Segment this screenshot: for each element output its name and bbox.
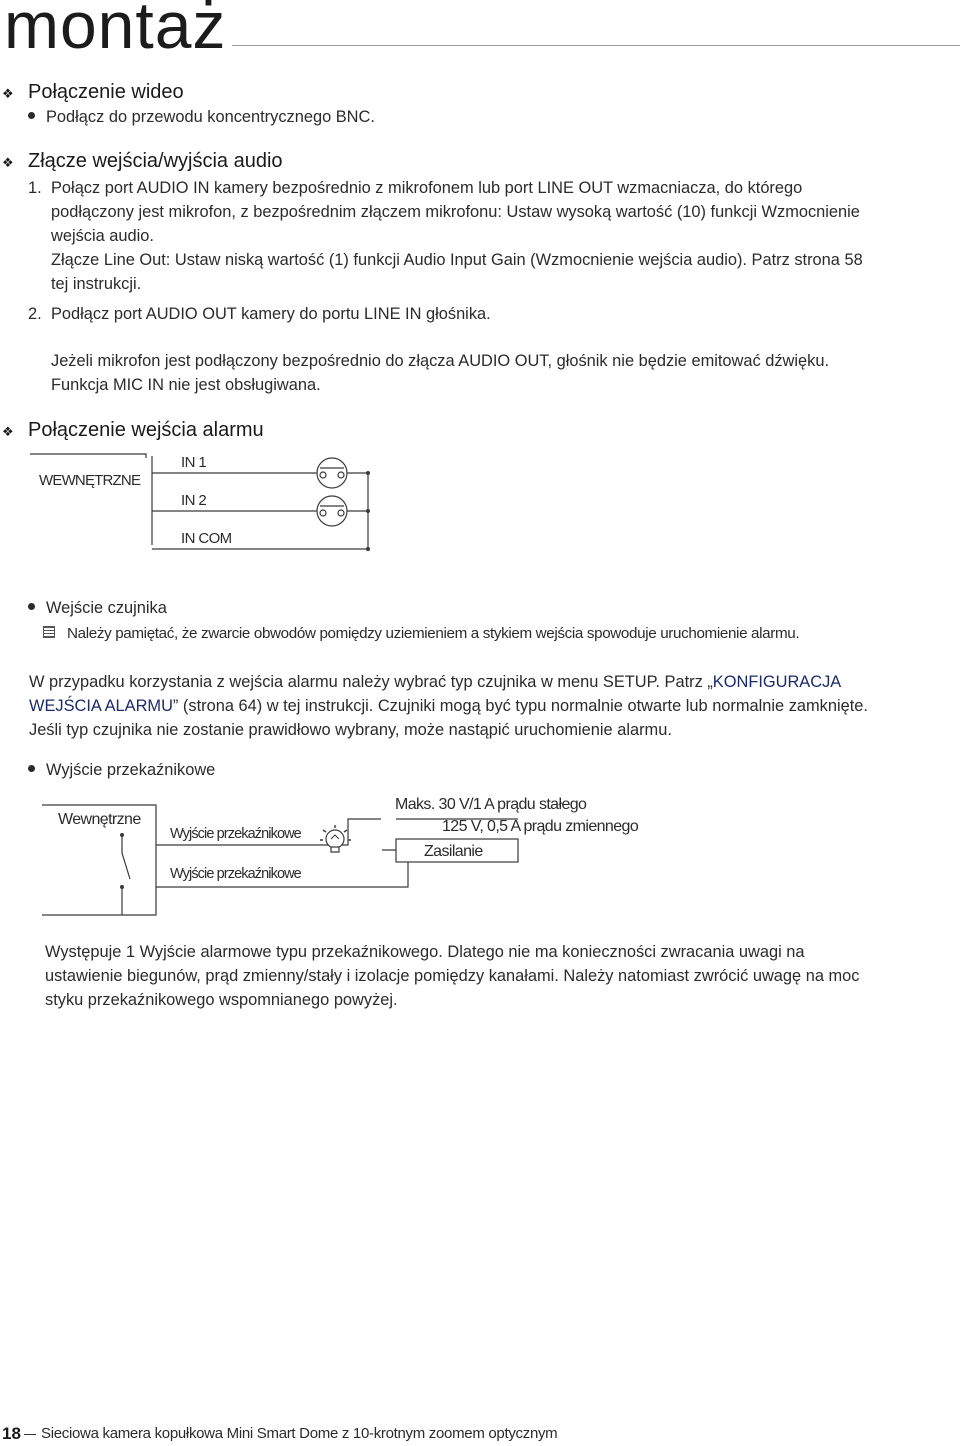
alarm-para-line3: Jeśli typ czujnika nie zostanie prawidłowo wybrany, może nastąpić uruchomienie alarmu.	[29, 721, 672, 739]
sensor-bullet	[28, 597, 167, 621]
alarm-para-line1-text: W przypadku korzystania z wejścia alarmu należy wybrać typ czujnika w menu SETUP. Patrz „	[29, 673, 713, 691]
alarm-para-line2-text: ” (strona 64) w tej instrukcji. Czujniki mogą być typu normalnie otwarte lub normalnie zamknięte.	[172, 697, 868, 715]
relay-bullet-text: Wyjście przekaźnikowe	[46, 761, 216, 779]
alarm-incom-label: IN COM	[181, 530, 232, 547]
relay-bullet	[28, 759, 215, 783]
video-bullet	[28, 106, 375, 130]
footer-divider	[24, 1434, 36, 1435]
junction-dot	[366, 509, 370, 513]
diamond-cluster-icon: ❖	[2, 424, 14, 439]
audio-step2-num: 2.	[28, 305, 42, 323]
sensor-note	[43, 625, 799, 642]
sensor-switch-2	[317, 496, 347, 526]
alarm-in2-label: IN 2	[181, 492, 207, 509]
footer-text: Sieciowa kamera kopułkowa Mini Smart Dome z 10-krotnym zoomem optycznym	[41, 1425, 558, 1442]
setup-link-part1[interactable]: KONFIGURACJA	[712, 673, 842, 691]
audio-step2-text: Podłącz port AUDIO OUT kamery do portu LINE IN głośnika.	[51, 305, 491, 323]
alarm-heading-text: Połączenie wejścia alarmu	[28, 419, 264, 441]
relay-out2-label: Wyjście przekaźnikowe	[170, 866, 301, 882]
audio-step1-line5: tej instrukcji.	[51, 275, 142, 293]
diamond-cluster-icon: ❖	[2, 155, 14, 170]
sensor-note-text: Należy pamiętać, że zwarcie obwodów pomiędzy uziemieniem a stykiem wejścia spowoduje uruchomienie alarmu.	[67, 625, 800, 642]
internal-box-top	[30, 454, 146, 458]
sensor-switch-1	[317, 458, 347, 488]
junction-dot	[366, 471, 370, 475]
alarm-para-line1	[29, 671, 841, 695]
alarm-para-line2	[29, 695, 868, 719]
alarm-internal-label: WEWNĘTRZNE	[39, 472, 141, 489]
light-bulb-icon	[320, 825, 351, 852]
relay-para-line3: styku przekaźnikowego wspomnianego powyżej.	[45, 991, 398, 1009]
bullet-dot-icon	[28, 765, 35, 772]
alarm-section-heading	[2, 418, 264, 444]
video-section-heading	[2, 80, 184, 106]
audio-heading-text: Złącze wejścia/wyjścia audio	[28, 150, 283, 172]
relay-out1-label: Wyjście przekaźnikowe	[170, 826, 301, 842]
alarm-input-diagram	[30, 448, 390, 568]
video-bullet-text: Podłącz do przewodu koncentrycznego BNC.	[46, 108, 375, 126]
relay-max-line1: Maks. 30 V/1 A prądu stałego	[395, 796, 587, 813]
setup-link-part2[interactable]: WEJŚCIA ALARMU	[29, 697, 173, 715]
audio-note-line2: Funkcja MIC IN nie jest obsługiwana.	[51, 376, 321, 394]
audio-step1-line1: Połącz port AUDIO IN kamery bezpośrednio z mikrofonem lub port LINE OUT wzmacniacza, do którego	[51, 179, 803, 197]
video-heading-text: Połączenie wideo	[28, 81, 184, 103]
sensor-bullet-text: Wejście czujnika	[46, 599, 167, 617]
diamond-cluster-icon: ❖	[2, 86, 14, 101]
audio-step1-line4: Złącze Line Out: Ustaw niską wartość (1) funkcji Audio Input Gain (Wzmocnienie wejścia audio). Patrz strona 58	[51, 251, 863, 269]
note-square-icon	[43, 626, 55, 638]
junction-dot	[366, 547, 370, 551]
bullet-dot-icon	[28, 603, 35, 610]
relay-internal-label: Wewnętrzne	[58, 811, 141, 828]
audio-section-heading	[2, 149, 283, 175]
audio-step1-line3: wejścia audio.	[51, 227, 154, 245]
relay-max-line2: 125 V, 0,5 A prądu zmiennego	[442, 818, 639, 835]
page-number: 18	[2, 1424, 21, 1443]
relay-contact-upper	[122, 835, 130, 879]
bullet-dot-icon	[28, 112, 35, 119]
page-title: montaż	[4, 0, 227, 62]
alarm-wiring-svg	[30, 448, 390, 568]
relay-para-line1: Występuje 1 Wyjście alarmowe typu przekaźnikowego. Dlatego nie ma konieczności zwracania uwagi na	[45, 943, 805, 961]
audio-note-line1: Jeżeli mikrofon jest podłączony bezpośrednio do złącza AUDIO OUT, głośnik nie będzie emitować dźwięku.	[51, 352, 830, 370]
title-divider	[232, 45, 960, 46]
power-label: Zasilanie	[424, 843, 483, 860]
alarm-in1-label: IN 1	[181, 454, 207, 471]
audio-step1-line2: podłączony jest mikrofon, z bezpośrednim złączem mikrofonu: Ustaw wysoką wartość (10) funkcji Wzmocnienie	[51, 203, 860, 221]
relay-para-line2: ustawienie biegunów, prąd zmienny/stały i izolacje pomiędzy kanałami. Należy natomiast zwrócić uwagę na moc	[45, 967, 860, 985]
audio-step1-num: 1.	[28, 179, 42, 197]
